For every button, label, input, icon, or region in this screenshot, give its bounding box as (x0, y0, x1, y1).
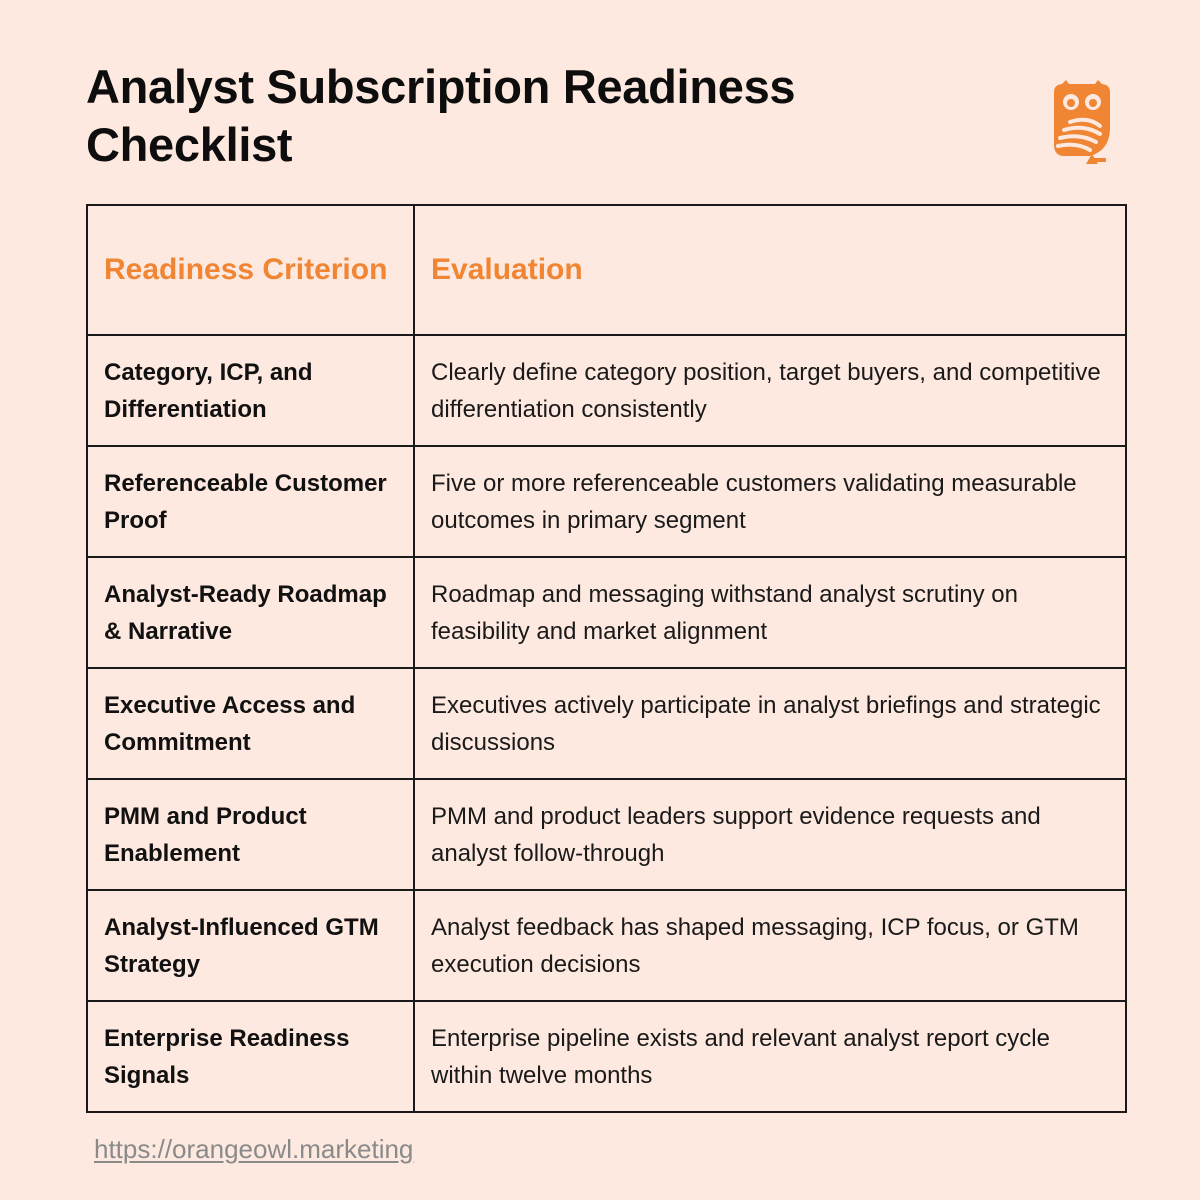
title-line-1: Analyst Subscription Readiness (86, 60, 796, 113)
table-row (87, 1001, 1126, 1112)
table-row (87, 557, 1126, 668)
table-row (87, 668, 1126, 779)
table-row (87, 335, 1126, 446)
evaluation-cell: Analyst feedback has shaped messaging, ICP focus, or GTM execution decisions (414, 890, 1126, 1001)
criterion-cell: Referenceable Customer Proof (87, 446, 414, 557)
readiness-table (86, 204, 1125, 1112)
owl-logo-icon (1050, 78, 1114, 164)
table-header-row (87, 205, 1126, 335)
table-row (87, 446, 1126, 557)
evaluation-cell: Executives actively participate in analyst briefings and strategic discussions (414, 668, 1126, 779)
criterion-cell: Enterprise Readiness Signals (87, 1001, 414, 1112)
evaluation-cell: Five or more referenceable customers validating measurable outcomes in primary segment (414, 446, 1126, 557)
evaluation-cell: Clearly define category position, target buyers, and competitive differentiation consistently (414, 335, 1126, 446)
title-line-2: Checklist (86, 118, 293, 171)
criterion-cell: PMM and Product Enablement (87, 779, 414, 890)
criterion-cell: Analyst-Ready Roadmap & Narrative (87, 557, 414, 668)
evaluation-cell: Roadmap and messaging withstand analyst scrutiny on feasibility and market alignment (414, 557, 1126, 668)
page-title (86, 58, 986, 174)
criterion-cell: Analyst-Influenced GTM Strategy (87, 890, 414, 1001)
column-header-evaluation: Evaluation (414, 205, 1126, 335)
table-row (87, 779, 1126, 890)
table-row (87, 890, 1126, 1001)
evaluation-cell: PMM and product leaders support evidence requests and analyst follow-through (414, 779, 1126, 890)
column-header-criterion: Readiness Criterion (87, 205, 414, 335)
criterion-cell: Category, ICP, and Differentiation (87, 335, 414, 446)
website-link[interactable]: https://orangeowl.marketing (94, 1134, 414, 1164)
criterion-cell: Executive Access and Commitment (87, 668, 414, 779)
evaluation-cell: Enterprise pipeline exists and relevant analyst report cycle within twelve months (414, 1001, 1126, 1112)
